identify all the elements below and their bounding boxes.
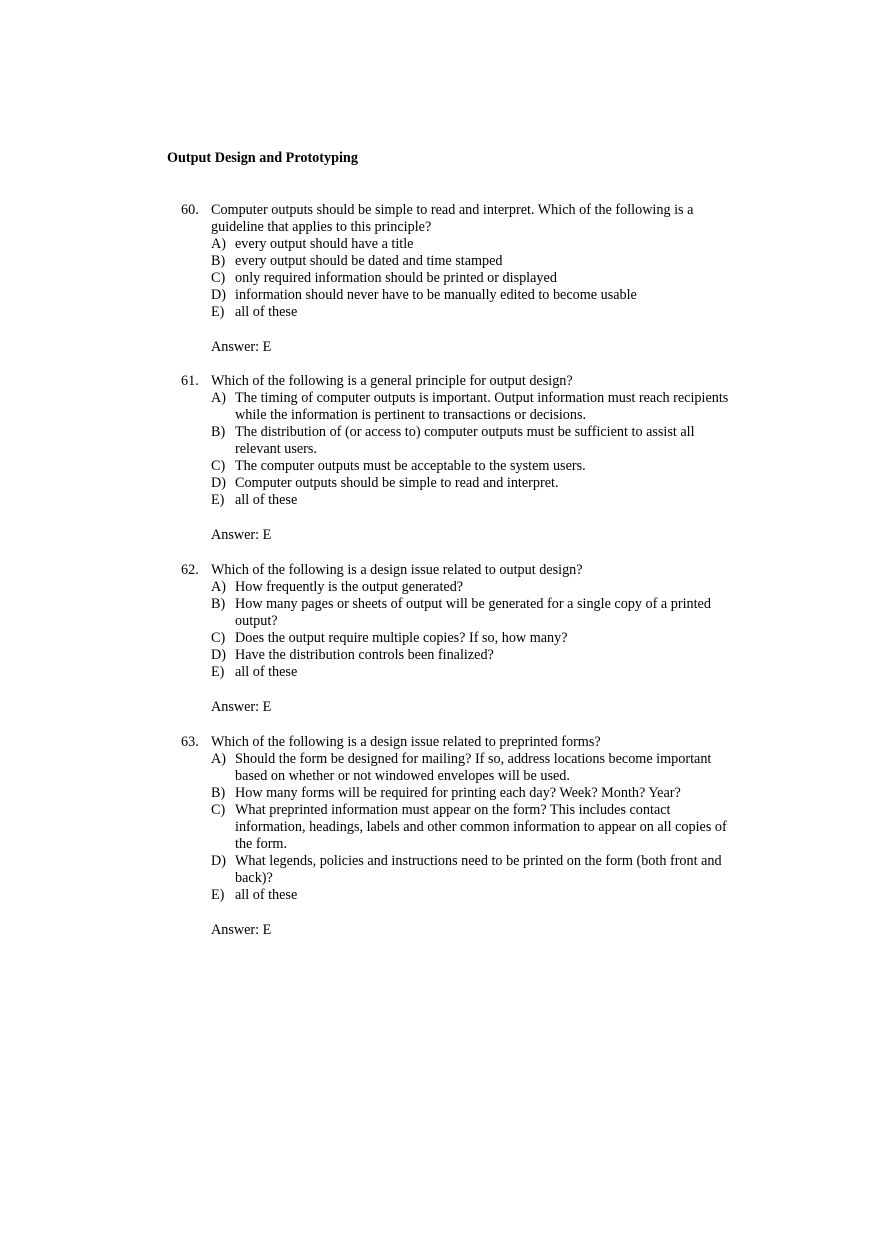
option-c — [181, 270, 741, 287]
option-a — [181, 579, 741, 596]
option-letter: E) — [211, 887, 225, 903]
question-text: Computer outputs should be simple to read and interpret. Which of the following is a guideline that applies to this principle? — [211, 202, 694, 235]
option-letter: C) — [211, 630, 226, 646]
option-d — [181, 287, 741, 304]
option-letter: B) — [211, 424, 226, 440]
section-heading: Output Design and Prototyping — [167, 150, 358, 166]
option-letter: D) — [211, 647, 226, 663]
question-number: 60. — [181, 202, 199, 218]
option-letter: B) — [211, 785, 226, 801]
question-61 — [181, 373, 741, 544]
option-letter: A) — [211, 390, 226, 406]
option-letter: D) — [211, 853, 226, 869]
option-text: every output should have a title — [235, 236, 414, 252]
option-letter: A) — [211, 751, 226, 767]
option-letter: B) — [211, 253, 226, 269]
option-text: Does the output require multiple copies? If so, how many? — [235, 630, 568, 646]
option-e — [181, 304, 741, 321]
option-letter: B) — [211, 596, 226, 612]
option-text: How many pages or sheets of output will be generated for a single copy of a printed output? — [235, 596, 711, 629]
option-letter: D) — [211, 287, 226, 303]
question-number: 63. — [181, 734, 199, 750]
option-text: Should the form be designed for mailing? If so, address locations become important based on whether or not windowed envelopes will be used. — [235, 751, 712, 784]
option-text: What legends, policies and instructions need to be printed on the form (both front and back)? — [235, 853, 722, 886]
answer-line: Answer: E — [211, 922, 272, 938]
option-a — [181, 751, 741, 785]
option-text: The distribution of (or access to) computer outputs must be sufficient to assist all relevant users. — [235, 424, 695, 457]
option-c — [181, 630, 741, 647]
option-d — [181, 647, 741, 664]
option-text: What preprinted information must appear on the form? This includes contact information, headings, labels and other common information to appear on all copies of the form. — [235, 802, 727, 852]
question-stem — [181, 202, 741, 236]
option-letter: D) — [211, 475, 226, 491]
question-number: 61. — [181, 373, 199, 389]
question-stem — [181, 562, 741, 579]
option-text: Have the distribution controls been finalized? — [235, 647, 494, 663]
option-b — [181, 785, 741, 802]
question-stem — [181, 734, 741, 751]
option-letter: E) — [211, 664, 225, 680]
option-text: all of these — [235, 887, 298, 903]
option-text: information should never have to be manually edited to become usable — [235, 287, 637, 303]
question-number: 62. — [181, 562, 199, 578]
option-text: Computer outputs should be simple to read and interpret. — [235, 475, 559, 491]
option-letter: E) — [211, 304, 225, 320]
question-text: Which of the following is a general principle for output design? — [211, 373, 573, 389]
question-63 — [181, 734, 741, 939]
option-text: only required information should be printed or displayed — [235, 270, 557, 286]
question-60 — [181, 202, 741, 356]
option-d — [181, 475, 741, 492]
answer-line: Answer: E — [211, 699, 272, 715]
option-text: all of these — [235, 304, 298, 320]
option-c — [181, 802, 741, 853]
option-letter: C) — [211, 458, 226, 474]
option-b — [181, 424, 741, 458]
option-text: all of these — [235, 492, 298, 508]
answer-line: Answer: E — [211, 527, 272, 543]
option-text: How frequently is the output generated? — [235, 579, 464, 595]
option-letter: E) — [211, 492, 225, 508]
option-letter: A) — [211, 579, 226, 595]
question-text: Which of the following is a design issue related to preprinted forms? — [211, 734, 601, 750]
option-letter: C) — [211, 270, 226, 286]
option-letter: A) — [211, 236, 226, 252]
option-a — [181, 236, 741, 253]
option-c — [181, 458, 741, 475]
question-text: Which of the following is a design issue related to output design? — [211, 562, 583, 578]
option-b — [181, 253, 741, 270]
option-text: The computer outputs must be acceptable to the system users. — [235, 458, 586, 474]
option-d — [181, 853, 741, 887]
option-a — [181, 390, 741, 424]
option-letter: C) — [211, 802, 226, 818]
option-text: all of these — [235, 664, 298, 680]
answer-line: Answer: E — [211, 339, 272, 355]
option-e — [181, 887, 741, 904]
option-b — [181, 596, 741, 630]
question-stem — [181, 373, 741, 390]
option-text: The timing of computer outputs is important. Output information must reach recipients while the information is pertinent to transactions or decisions. — [235, 390, 729, 423]
question-62 — [181, 562, 741, 716]
option-e — [181, 492, 741, 509]
option-e — [181, 664, 741, 681]
option-text: How many forms will be required for printing each day? Week? Month? Year? — [235, 785, 681, 801]
option-text: every output should be dated and time stamped — [235, 253, 503, 269]
